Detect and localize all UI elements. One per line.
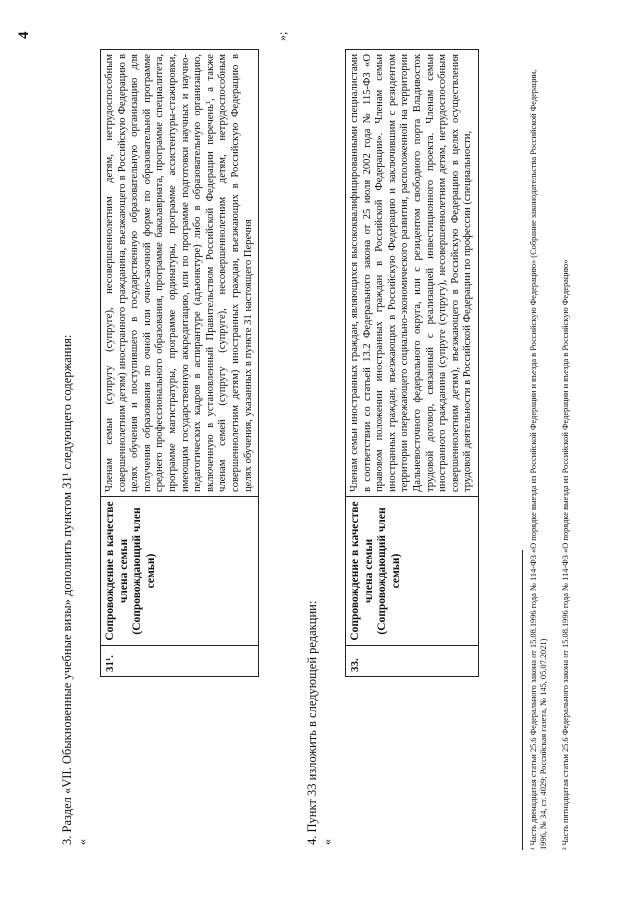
visa-purpose: Сопровождение в качестве члена семьи (Сопровождающий член семьи) [346, 497, 479, 646]
eligibility-text: Членам семьи (супругу (супруге), несовершеннолетним детям, нетрудоспособным совершеннолетним детям) иностранного гражданина, въезжающего в Российскую Федерацию в целях обучения и поступившего в государственную образовательную организацию для получения образования по очной или очно-заочной форме по образовательной программе среднего профессионального образования, программе бакалавриата, программе специалитета, программе магистратуры, программе ординатуры, программе ассистентуры-стажировки, имеющим государственную аккредитацию, или по программе подготовки научных и научно-педагогических кадров в аспирантуре (адъюнктуре) либо в образовательную организацию, включенную в установленный Правительством Российской Федерации перечень¹, а также членам семей (супругу (супруге), несовершеннолетним детям, нетрудоспособным совершеннолетним детям) иностранных граждан, въезжающих в Российскую Федерацию в целях обучения, указанных в пункте 31 настоящего Перечня [101, 50, 259, 497]
footnote-separator [522, 550, 523, 850]
visa-table-item-31-1 [100, 49, 259, 677]
visa-purpose: Сопровождение в качестве члена семьи (Сопровождающий член семьи) [101, 497, 259, 646]
section-4-heading-text: 4. Пункт 33 изложить в следующей редакции: [305, 600, 319, 845]
page-number: 4 [16, 31, 32, 39]
section-3-heading-text: 3. Раздел «VII. Обыкновенные учебные визы» дополнить пунктом 31¹ следующего содержания: [60, 334, 74, 845]
section-3-open-quote: « [75, 839, 89, 845]
section-3-heading [60, 335, 90, 845]
footnote-2: ² Часть пятнадцатая статьи 25.6 Федерального закона от 15.08.1996 года № 114-ФЗ «О порядке выезда из Российской Федерации и въезда в Российскую Федерацию» [561, 259, 571, 850]
footnotes [522, 60, 583, 850]
table-row [101, 50, 259, 677]
footnote-1: ¹ Часть двенадцатая статьи 25.6 Федерального закона от 15.08.1996 года № 114-ФЗ «О порядке выезда из Российской Федерации и въезда в Российскую Федерацию» (Собрание законодательства Российской Федерации, 1996, № 34, ст. 4029; Российская газета, № 145, 05.07.2021) [529, 69, 549, 850]
eligibility-text: Членам семьи иностранных граждан, являющихся высококвалифицированными специалистами в соответствии со статьей 13.2 Федерального закона от 25 июля 2002 года № 115-ФЗ «О правовом положении иностранных граждан в Российской Федерации». Членам семьи иностранных граждан, въезжающих в Российскую Федерацию и заключившим с резидентом территории опережающего социально-экономического развития, расположенной на территории Дальневосточного федерального округа, или с резидентом свободного порта Владивосток трудовой договор, связанный с реализацией инвестиционного проекта. Членам семьи иностранного гражданина (супруге (супругу), несовершеннолетним детям, нетрудоспособным совершеннолетним детям), въезжающего в Российскую Федерацию в целях осуществления трудовой деятельности в Российской Федерации по профессии (специальности, [346, 50, 479, 497]
section-3-close-quote: »; [275, 31, 289, 41]
item-number: 33. [346, 646, 479, 677]
section-4-heading [305, 601, 335, 845]
visa-table-item-33 [345, 49, 479, 677]
section-4-open-quote: « [320, 839, 334, 845]
item-number: 31¹. [101, 646, 259, 677]
table-row [346, 50, 479, 677]
